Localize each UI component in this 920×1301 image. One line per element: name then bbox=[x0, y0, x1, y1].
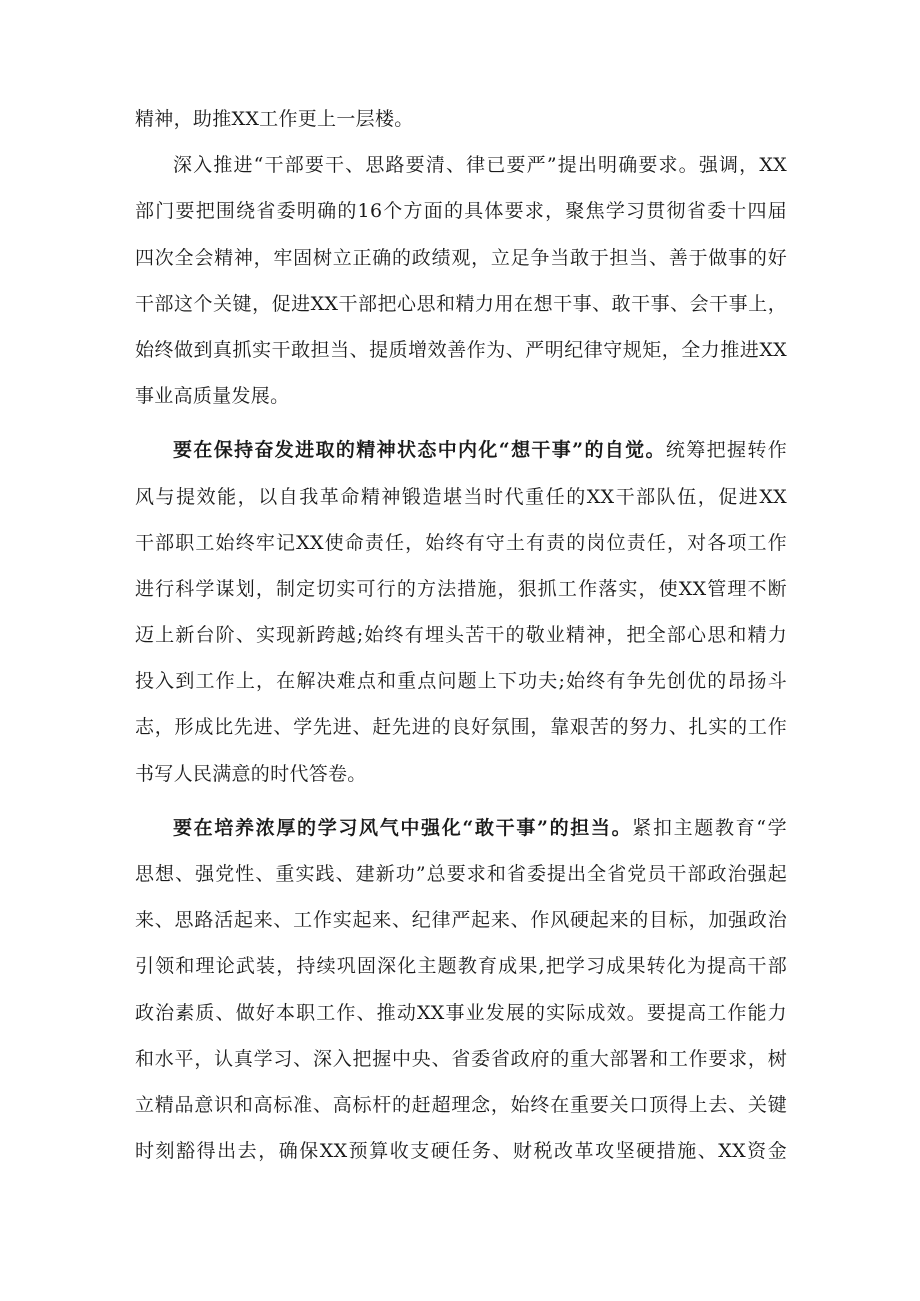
text-line: 来、思路活起来、工作实起来、纪律严起来、作风硬起来的目标，加强政治 bbox=[135, 909, 787, 932]
document-page bbox=[135, 96, 787, 1174]
paragraph-lead-heading: 要在保持奋发进取的精神状态中内化“想干事”的自觉。 bbox=[173, 439, 666, 462]
text-line bbox=[135, 427, 787, 473]
text-line: 迈上新台阶、实现新跨越;始终有埋头苦干的敬业精神，把全部心思和精力 bbox=[135, 624, 787, 647]
paragraph bbox=[135, 96, 787, 142]
text-line: 政治素质、做好本职工作、推动XX事业发展的实际成效。要提高工作能力 bbox=[135, 1001, 787, 1024]
text-line: 精神，助推XX工作更上一层楼。 bbox=[135, 108, 414, 130]
text-line bbox=[135, 805, 787, 851]
text-line: 干部职工始终牢记XX使命责任，始终有守土有责的岗位责任，对各项工作 bbox=[135, 531, 787, 554]
text-line: 始终做到真抓实干敢担当、提质增效善作为、严明纪律守规矩，全力推进XX bbox=[135, 338, 787, 361]
text-line: 引领和理论武装，持续巩固深化主题教育成果,把学习成果转化为提高干部 bbox=[135, 955, 787, 978]
text-line: 风与提效能，以自我革命精神锻造堪当时代重任的XX干部队伍，促进XX bbox=[135, 485, 787, 508]
text-line: 时刻豁得出去，确保XX预算收支硬任务、财税改革攻坚硬措施、XX资金 bbox=[135, 1140, 787, 1163]
paragraph bbox=[135, 142, 787, 419]
text-line: 部门要把围绕省委明确的16个方面的具体要求，聚焦学习贯彻省委十四届 bbox=[135, 200, 787, 223]
text-line: 干部这个关键，促进XX干部把心思和精力用在想干事、敢干事、会干事上， bbox=[135, 292, 787, 315]
text-line: 立精品意识和高标准、高标杆的赶超理念，始终在重要关口顶得上去、关键 bbox=[135, 1093, 787, 1116]
text-line: 四次全会精神，牢固树立正确的政绩观，立足争当敢于担当、善于做事的好 bbox=[135, 246, 787, 269]
text-line: 进行科学谋划，制定切实可行的方法措施，狠抓工作落实，使XX管理不断 bbox=[135, 577, 787, 600]
text-line: 志，形成比先进、学先进、赶先进的良好氛围，靠艰苦的努力、扎实的工作 bbox=[135, 716, 787, 739]
text-line: 和水平，认真学习、深入把握中央、省委省政府的重大部署和工作要求，树 bbox=[135, 1047, 787, 1070]
text-line: 投入到工作上，在解决难点和重点问题上下功夫;始终有争先创优的昂扬斗 bbox=[135, 670, 787, 693]
paragraph-text: 紧扣主题教育“学 bbox=[632, 816, 787, 839]
text-line: 事业高质量发展。 bbox=[135, 385, 290, 408]
paragraph bbox=[135, 805, 787, 1175]
paragraph-text: 统筹把握转作 bbox=[665, 439, 787, 462]
paragraph-lead-heading: 要在培养浓厚的学习风气中强化“敢干事”的担当。 bbox=[173, 816, 633, 839]
text-line: 思想、强党性、重实践、建新功”总要求和省委提出全省党员干部政治强起 bbox=[135, 863, 787, 885]
text-line: 书写人民满意的时代答卷。 bbox=[135, 762, 367, 785]
text-line: 深入推进“干部要干、思路要清、律已要严”提出明确要求。强调，XX bbox=[173, 154, 787, 177]
paragraph bbox=[135, 427, 787, 797]
